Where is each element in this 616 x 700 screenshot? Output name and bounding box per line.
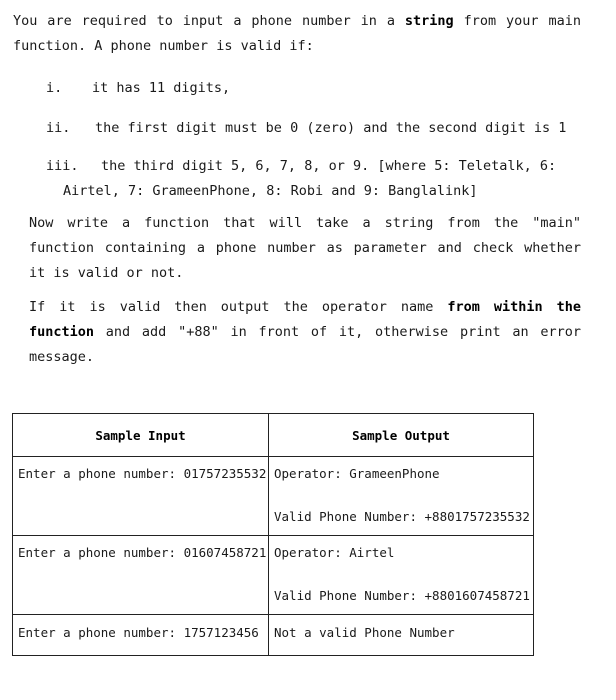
rule-text-line1: the third digit 5, 6, 7, 8, or 9. [where 5: Teletalk, 6: (101, 158, 557, 174)
intro-bold-string: string (404, 13, 454, 29)
header-sample-input: Sample Input (13, 414, 269, 457)
sample-input-cell: Enter a phone number: 01607458721 (13, 536, 269, 615)
sample-output-cell: Not a valid Phone Number (269, 615, 534, 656)
output-rule-paragraph (29, 295, 581, 370)
rule-item-1 (46, 76, 230, 101)
rule-number: i. (46, 80, 63, 96)
intro-text-b: from your main function. A phone number is valid if: (13, 13, 581, 54)
rule-text-line2: Airtel, 7: GrameenPhone, 8: Robi and 9: Banglalink] (63, 183, 478, 199)
table-row (13, 457, 534, 536)
output-rule-text-a: If it is valid then output the operator name (29, 299, 448, 315)
rule-text: the first digit must be 0 (zero) and the second digit is 1 (95, 120, 567, 136)
output-rule-text-b: and add "+88" in front of it, otherwise print an error message. (29, 324, 581, 365)
header-sample-output: Sample Output (269, 414, 534, 457)
table-row (13, 536, 534, 615)
sample-table (12, 413, 534, 656)
sample-input-cell: Enter a phone number: 01757235532 (13, 457, 269, 536)
rule-number: iii. (46, 158, 79, 174)
intro-text-a: You are required to input a phone number in a (13, 13, 405, 29)
rule-number: ii. (46, 120, 71, 136)
task-paragraph: Now write a function that will take a string from the "main" function containing a phone number as parameter and check whether it is valid or not. (29, 215, 581, 281)
table-row (13, 615, 534, 656)
intro-paragraph (13, 9, 581, 59)
sample-output-cell: Operator: Airtel Valid Phone Number: +8801607458721 (269, 536, 534, 615)
sample-output-cell: Operator: GrameenPhone Valid Phone Number: +8801757235532 (269, 457, 534, 536)
sample-input-cell: Enter a phone number: 1757123456 (13, 615, 269, 656)
output-rule-bold: from within the function (29, 299, 582, 340)
rule-item-2 (46, 116, 566, 141)
table-header-row (13, 414, 534, 457)
rule-item-3 (46, 154, 580, 204)
rule-text: it has 11 digits, (92, 80, 231, 96)
